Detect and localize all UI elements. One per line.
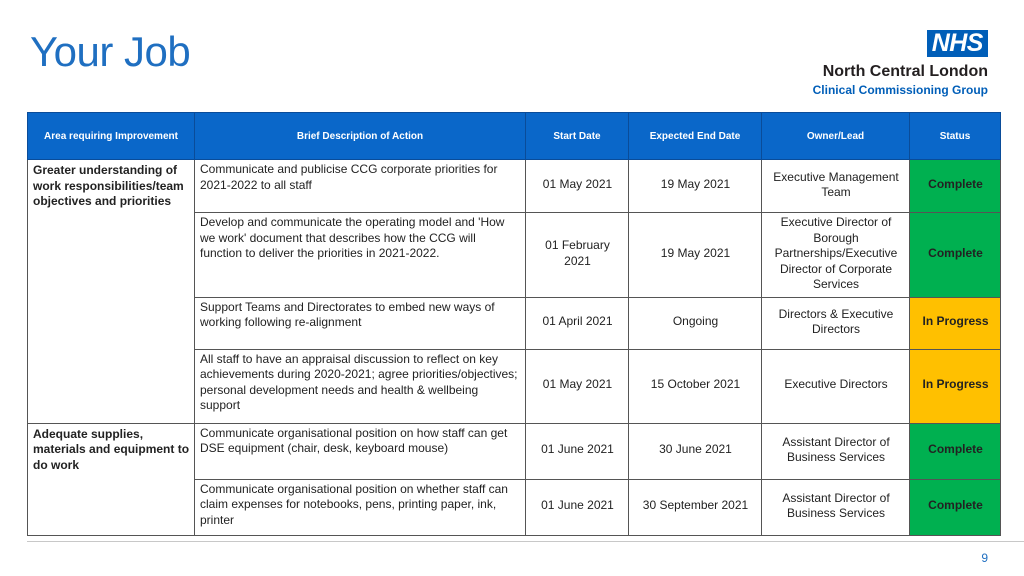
area-cell: Greater understanding of work responsibilities/team objectives and priorities [28, 160, 195, 424]
start-date-cell: 01 June 2021 [526, 423, 629, 479]
status-badge: Complete [910, 160, 1001, 213]
org-name: North Central London [822, 63, 988, 80]
description-cell: Communicate organisational position on how staff can get DSE equipment (chair, desk, keyboard mouse) [195, 423, 526, 479]
start-date-cell: 01 June 2021 [526, 479, 629, 535]
owner-cell: Assistant Director of Business Services [762, 479, 910, 535]
start-date-cell: 01 April 2021 [526, 297, 629, 349]
owner-cell: Executive Management Team [762, 160, 910, 213]
owner-cell: Assistant Director of Business Services [762, 423, 910, 479]
end-date-cell: Ongoing [629, 297, 762, 349]
status-badge: In Progress [910, 297, 1001, 349]
status-badge: Complete [910, 213, 1001, 298]
start-date-cell: 01 May 2021 [526, 349, 629, 423]
header-start-date: Start Date [526, 113, 629, 160]
description-cell: All staff to have an appraisal discussion to reflect on key achievements during 2020-2021; agree priorities/objectives; personal development needs and health & wellbeing support [195, 349, 526, 423]
nhs-logo [788, 30, 988, 97]
org-subtitle: Clinical Commissioning Group [812, 83, 988, 97]
end-date-cell: 19 May 2021 [629, 160, 762, 213]
footer-divider [27, 541, 1024, 542]
end-date-cell: 30 September 2021 [629, 479, 762, 535]
table-row [28, 160, 1001, 213]
end-date-cell: 30 June 2021 [629, 423, 762, 479]
table-row [28, 423, 1001, 479]
nhs-badge: NHS [927, 30, 988, 57]
header-end-date: Expected End Date [629, 113, 762, 160]
owner-cell: Executive Directors [762, 349, 910, 423]
action-plan-table [27, 112, 1001, 536]
end-date-cell: 15 October 2021 [629, 349, 762, 423]
header-status: Status [910, 113, 1001, 160]
status-badge: Complete [910, 423, 1001, 479]
start-date-cell: 01 May 2021 [526, 160, 629, 213]
start-date-cell: 01 February 2021 [526, 213, 629, 298]
end-date-cell: 19 May 2021 [629, 213, 762, 298]
header-description: Brief Description of Action [195, 113, 526, 160]
area-cell: Adequate supplies, materials and equipment to do work [28, 423, 195, 535]
status-badge: Complete [910, 479, 1001, 535]
description-cell: Communicate and publicise CCG corporate priorities for 2021-2022 to all staff [195, 160, 526, 213]
page-number: 9 [981, 551, 988, 565]
owner-cell: Executive Director of Borough Partnerships/Executive Director of Corporate Services [762, 213, 910, 298]
status-badge: In Progress [910, 349, 1001, 423]
table-header-row [28, 113, 1001, 160]
description-cell: Communicate organisational position on whether staff can claim expenses for notebooks, pens, printing paper, ink, printer [195, 479, 526, 535]
description-cell: Develop and communicate the operating model and 'How we work' document that describes how the CCG will function to deliver the priorities in 2021-2022. [195, 213, 526, 298]
header-owner: Owner/Lead [762, 113, 910, 160]
header-area: Area requiring Improvement [28, 113, 195, 160]
owner-cell: Directors & Executive Directors [762, 297, 910, 349]
page-title: Your Job [30, 28, 191, 75]
description-cell: Support Teams and Directorates to embed new ways of working following re-alignment [195, 297, 526, 349]
